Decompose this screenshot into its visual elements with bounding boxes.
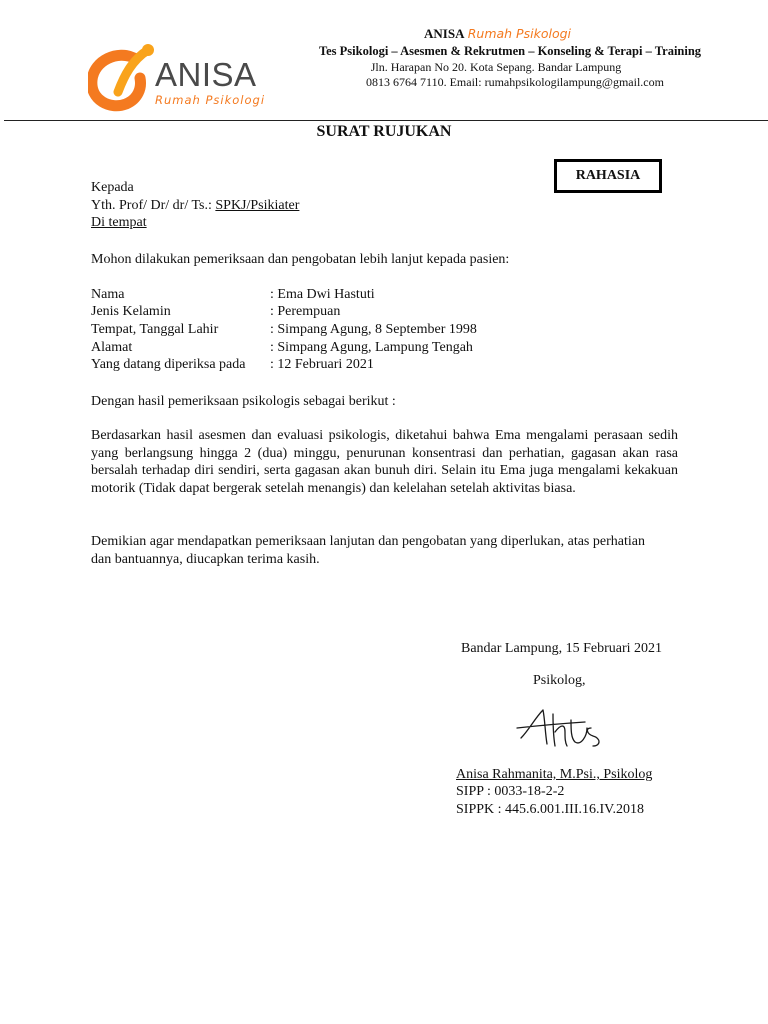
logo-mark-dot xyxy=(142,44,154,56)
letterhead-contact: 0813 6764 7110. Email: rumahpsikologilampung@gmail.com xyxy=(366,75,664,89)
signer-role: Psikolog, xyxy=(533,673,586,688)
result-body: Berdasarkan hasil asesmen dan evaluasi psikologis, diketahui bahwa Ema mengalami perasaan sedih yang berlangsung hingga 2 (dua) minggu, penurunan konsentrasi dan perhatian, gagasan akan rasa bersalah terhadap diri sendiri, serta gagasan akan bunuh diri. Selain itu Ema juga mengalami kekakuan motorik (Tidak dapat bergerak setelah menangis) dan kelelahan setelah aktivitas biasa. xyxy=(91,428,678,496)
closing-text: Demikian agar mendapatkan pemeriksaan lanjutan dan pengobatan yang diperlukan, atas perhatian dan bantuannya, diucapkan terima kasih. xyxy=(91,534,645,567)
letterhead-title xyxy=(424,26,768,42)
patient-label-name: Nama xyxy=(91,287,125,302)
place-date: Bandar Lampung, 15 Februari 2021 xyxy=(461,641,663,656)
confidential-stamp: RAHASIA xyxy=(554,159,662,193)
recipient-prefix: Yth. Prof/ Dr/ dr/ Ts.: xyxy=(91,198,216,213)
signer-sippk: SIPPK : 445.6.001.III.16.IV.2018 xyxy=(456,802,644,817)
patient-value-name: : Ema Dwi Hastuti xyxy=(270,287,375,302)
patient-value-visit-date: : 12 Februari 2021 xyxy=(270,357,374,372)
recipient-line-1: Kepada xyxy=(91,180,134,195)
letterhead-services: Tes Psikologi – Asesmen & Rekrutmen – Konseling & Terapi – Training xyxy=(318,44,702,58)
patient-value-gender: : Perempuan xyxy=(270,304,341,319)
letterhead-name-italic: Rumah Psikologi xyxy=(467,26,571,41)
letterhead-address: Jln. Harapan No 20. Kota Sepang. Bandar Lampung xyxy=(370,60,622,74)
document-title: SURAT RUJUKAN xyxy=(316,123,452,140)
handwritten-signature xyxy=(515,706,610,750)
result-intro: Dengan hasil pemeriksaan psikologis sebagai berikut : xyxy=(91,394,396,409)
logo-tagline: Rumah Psikologi xyxy=(155,93,266,107)
patient-value-address: : Simpang Agung, Lampung Tengah xyxy=(270,340,473,355)
signer-name: Anisa Rahmanita, M.Psi., Psikolog xyxy=(456,767,653,782)
patient-label-address: Alamat xyxy=(91,340,133,355)
recipient-line-2 xyxy=(91,197,299,215)
header-divider xyxy=(4,120,768,121)
patient-label-visit-date: Yang datang diperiksa pada xyxy=(91,357,246,372)
patient-label-birth: Tempat, Tanggal Lahir xyxy=(91,322,219,337)
signer-sipp: SIPP : 0033-18-2-2 xyxy=(456,784,565,799)
letterhead-name-bold: ANISA xyxy=(424,26,465,41)
recipient-target: SPKJ/Psikiater xyxy=(215,198,300,213)
logo-wordmark: ANISA xyxy=(155,56,257,93)
patient-value-birth: : Simpang Agung, 8 September 1998 xyxy=(270,322,477,337)
recipient-line-3: Di tempat xyxy=(91,215,147,230)
intro-text: Mohon dilakukan pemeriksaan dan pengobatan lebih lanjut kepada pasien: xyxy=(91,252,510,267)
patient-label-gender: Jenis Kelamin xyxy=(91,304,171,319)
